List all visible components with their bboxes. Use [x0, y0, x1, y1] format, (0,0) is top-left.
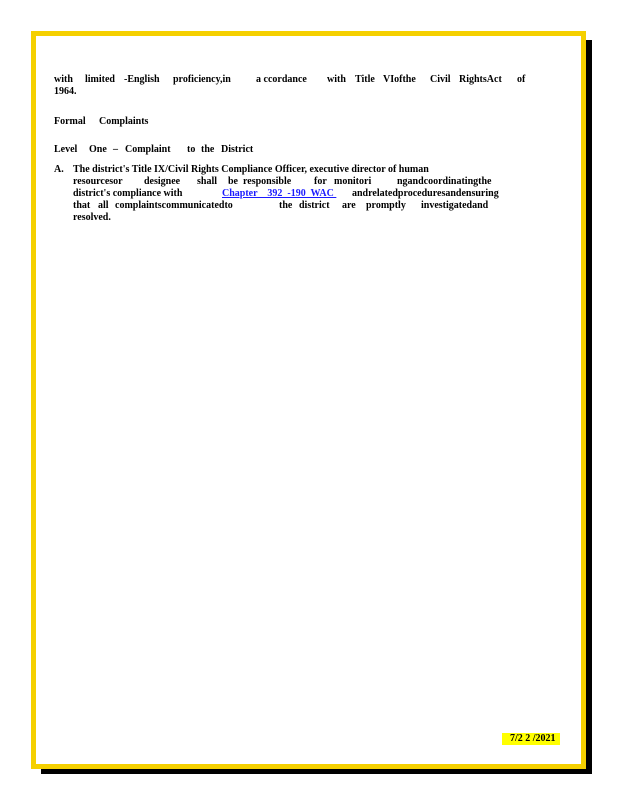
item-a-word: the: [279, 200, 293, 211]
item-a-word: are: [342, 200, 356, 211]
para1-word: Civil: [430, 74, 451, 85]
para1-word: of: [517, 74, 526, 85]
item-a-word: shall: [197, 176, 218, 187]
heading-level-word: –: [113, 144, 118, 155]
item-a-line5: resolved.: [73, 212, 111, 223]
item-a-word: all: [98, 200, 109, 211]
para1-line2: 1964.: [54, 86, 77, 97]
para1-word: with: [327, 74, 346, 85]
heading-formal-word: Complaints: [99, 116, 149, 127]
heading-level-word: to: [187, 144, 196, 155]
footer-date: 7/2 2 /2021: [502, 733, 560, 745]
para1-word: VIofthe: [383, 74, 416, 85]
document-page: [31, 31, 586, 769]
item-a-word: investigatedand: [421, 200, 489, 211]
para1-word: limited: [85, 74, 115, 85]
item-a-line3-prefix: district's compliance with: [73, 188, 183, 199]
item-a-word: designee: [144, 176, 181, 187]
item-a-word: be: [228, 176, 238, 187]
para1-word: Title: [355, 74, 375, 85]
heading-level-word: Complaint: [125, 144, 171, 155]
heading-level-word: One: [89, 144, 107, 155]
para1-word: -English: [124, 74, 160, 85]
item-a-word: promptly: [366, 200, 406, 211]
heading-level-word: the: [201, 144, 215, 155]
item-a-word: district: [299, 200, 330, 211]
item-a-word: monitori: [334, 176, 372, 187]
list-marker: A.: [54, 164, 64, 175]
heading-formal-word: Formal: [54, 116, 86, 127]
heading-level-word: District: [221, 144, 254, 155]
item-a-line1: The district's Title IX/Civil Rights Compliance Officer, executive director of human: [73, 164, 429, 175]
heading-level-word: Level: [54, 144, 78, 155]
item-a-word: responsible: [243, 176, 292, 187]
para1-word: RightsAct: [459, 74, 502, 85]
item-a-line3-suffix: andrelatedproceduresandensuring: [352, 188, 499, 199]
item-a-word: ngandcoordinatingthe: [397, 176, 492, 187]
item-a-word: that: [73, 200, 91, 211]
para1-word: proficiency,in: [173, 74, 231, 85]
chapter-392-190-wac-link[interactable]: Chapter 392 -190 WAC: [222, 188, 337, 199]
para1-word: a ccordance: [256, 74, 307, 85]
item-a-word: for: [314, 176, 327, 187]
para1-word: with: [54, 74, 73, 85]
item-a-word: resourcesor: [73, 176, 123, 187]
item-a-word: complaintscommunicatedto: [115, 200, 233, 211]
